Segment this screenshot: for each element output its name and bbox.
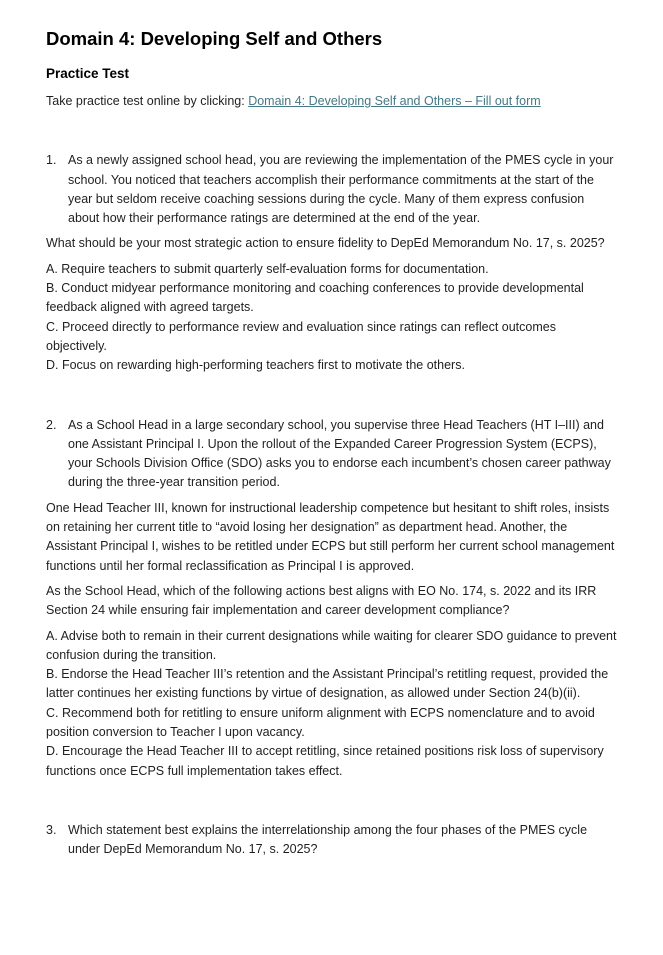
question-number: 3. [46,822,57,837]
question-text: As a School Head in a large secondary school, you supervise three Head Teachers (HT I–III) and one Assistant Principal I. Upon the rollout of the Expanded Career Progression System (ECPS), your Schools Division Office (SDO) asks you to endorse each incumbent’s chosen career pathway during the three-year transition period. [68,417,611,490]
option-b: B. Conduct midyear performance monitoring and coaching conferences to provide developmental feedback aligned with agreed targets. [46,281,584,315]
intro-text: Take practice test online by clicking: [46,94,249,108]
question-1-stem [46,151,617,228]
option-a: A. Advise both to remain in their current designations while waiting for clearer SDO guidance to prevent confusion during the transition. [46,628,617,662]
question-1-options [46,260,617,376]
question-2-prompt: As the School Head, which of the following actions best aligns with EO No. 174, s. 2022 and its IRR Section 24 while ensuring fair implementation and career development compliance? [46,583,597,618]
option-a: A. Require teachers to submit quarterly self-evaluation forms for documentation. [46,261,489,276]
page-title: Domain 4: Developing Self and Others [46,28,383,49]
question-text: As a newly assigned school head, you are reviewing the implementation of the PMES cycle in your school. You noticed that teachers accomplish their performance commitments at the start of the year but seldom receive coaching sessions during the cycle. Many of them express confusion about how their performance ratings are determined at the end of the year. [68,153,614,226]
question-number: 2. [46,417,57,432]
option-c: C. Recommend both for retitling to ensure uniform alignment with ECPS nomenclature and to avoid position conversion to Teacher I upon vacancy. [46,705,595,740]
question-1 [46,151,617,375]
intro-line [46,92,617,111]
section-title: Practice Test [46,66,130,81]
practice-test-form-link[interactable]: Domain 4: Developing Self and Others – Fill out form [248,94,541,108]
option-c: C. Proceed directly to performance review and evaluation since ratings can reflect outcomes objectively. [46,319,556,353]
question-2-stem [46,416,617,493]
document-page [46,28,617,860]
question-1-prompt: What should be your most strategic action to ensure fidelity to DepEd Memorandum No. 17, s. 2025? [46,236,605,251]
option-b: B. Endorse the Head Teacher III’s retention and the Assistant Principal’s retitling request, provided the latter continues her existing functions by virtue of designation, as allowed under Section 24(b)(ii). [46,667,609,701]
question-2-options [46,627,617,781]
question-text: Which statement best explains the interrelationship among the four phases of the PMES cycle under DepEd Memorandum No. 17, s. 2025? [68,822,588,857]
question-2-scenario-detail: One Head Teacher III, known for instructional leadership competence but hesitant to shift roles, insists on retaining her current title to “avoid losing her designation” as department head. Another, the Assistant Principal I, wishes to be retitled under ECPS but still perform her current school management functions until her formal reclassification as Principal I is approved. [46,500,615,573]
question-3-stem [46,821,617,860]
question-2 [46,416,617,781]
option-d: D. Focus on rewarding high-performing teachers first to motivate the others. [46,358,465,373]
question-3 [46,821,617,860]
option-d: D. Encourage the Head Teacher III to accept retitling, since retained positions risk loss of supervisory functions once ECPS full implementation takes effect. [46,744,604,778]
question-number: 1. [46,153,57,168]
